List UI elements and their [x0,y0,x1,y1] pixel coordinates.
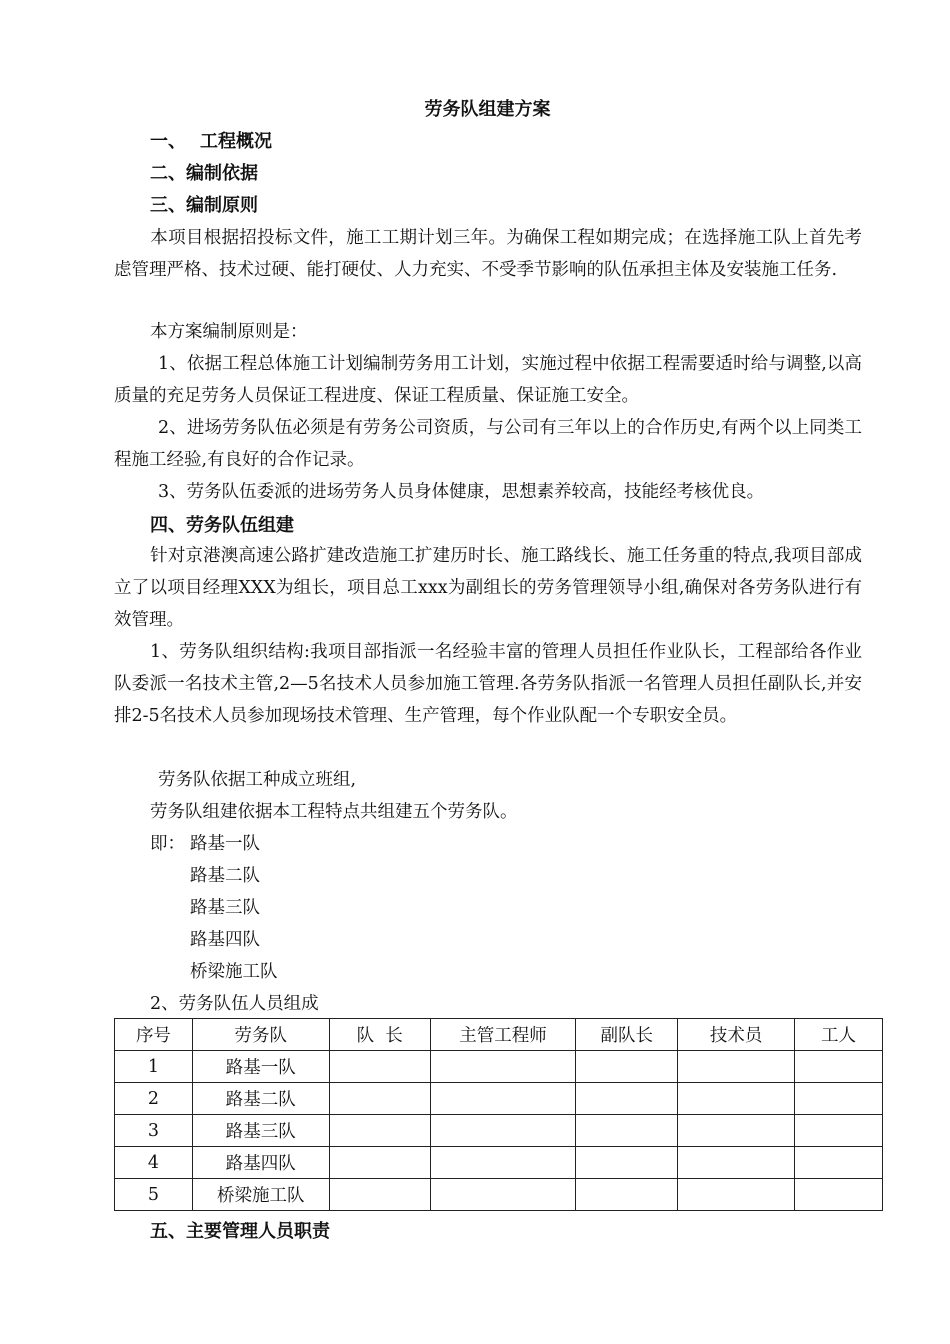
section-heading-5 [150,1218,330,1246]
table-cell [576,1083,678,1115]
paragraph-9: 劳务队组建依据本工程特点共组建五个劳务队。 [150,802,518,822]
paragraph-text: 3、劳务队伍委派的进场劳务人员身体健康，思想素养较高，技能经考核优良。 [158,482,765,502]
table-cell [795,1051,883,1083]
table-row [115,1147,883,1179]
table-cell: 4 [115,1147,193,1179]
section-number: 一、 [150,131,186,152]
table-cell: 路基二队 [192,1083,329,1115]
paragraph-8: 劳务队依据工种成立班组, [158,770,357,790]
paragraph-7 [114,636,862,732]
table-header-cell: 技术员 [678,1019,795,1051]
section-heading-4 [150,512,294,540]
table-cell [430,1179,576,1211]
table-cell [329,1051,430,1083]
section-number: 二、 [150,163,186,184]
table-cell [795,1179,883,1211]
table-cell [678,1179,795,1211]
table-cell: 3 [115,1115,193,1147]
table-cell: 1 [115,1051,193,1083]
list-prefix: 即： [150,834,185,854]
paragraph-text: 1、劳务队组织结构:我项目部指派一名经验丰富的管理人员担任作业队长，工程部给各作业队委派一名技术主管,2—5名技术人员参加施工管理.各劳务队指派一名管理人员担任副队长,并安排2-5名技术人员参加现场技术管理、生产管理，每个作业队配一个专职安全员。 [114,642,862,726]
table-cell [329,1083,430,1115]
table-cell: 2 [115,1083,193,1115]
list-item: 路基二队 [190,866,260,886]
table-cell [678,1083,795,1115]
list-item: 路基一队 [190,834,260,854]
section-number: 四、 [150,515,186,536]
table-row [115,1179,883,1211]
section-heading-2 [150,160,258,188]
principle-1 [114,348,862,412]
table-header-cell: 工人 [795,1019,883,1051]
table-cell [430,1083,576,1115]
table-row [115,1115,883,1147]
paragraph-1 [114,222,862,286]
section-heading-1 [150,128,272,156]
list-item: 路基四队 [190,930,260,950]
table-cell: 路基一队 [192,1051,329,1083]
table-cell [576,1179,678,1211]
paragraph-text: 针对京港澳高速公路扩建改造施工扩建历时长、施工路线长、施工任务重的特点,我项目部成立了以项目经理XXX为组长，项目总工xxx为副组长的劳务管理领导小组,确保对各劳务队进行有效管理。 [114,546,862,630]
section-label: 工程概况 [200,131,272,152]
table-cell: 5 [115,1179,193,1211]
table-cell [576,1147,678,1179]
table-header-cell: 劳务队 [192,1019,329,1051]
table-cell [430,1115,576,1147]
table-cell [329,1115,430,1147]
table-cell: 路基三队 [192,1115,329,1147]
table-row [115,1083,883,1115]
principle-3 [114,476,862,508]
section-label: 主要管理人员职责 [186,1221,330,1242]
section-number: 三、 [150,195,186,216]
list-item: 路基三队 [190,898,260,918]
table-header-cell: 序号 [115,1019,193,1051]
table-cell [795,1147,883,1179]
team-composition-table [114,1018,883,1211]
list-item: 桥梁施工队 [190,962,278,982]
paragraph-6 [114,540,862,636]
table-cell [430,1147,576,1179]
table-cell [678,1115,795,1147]
table-cell [576,1115,678,1147]
table-cell: 桥梁施工队 [192,1179,329,1211]
paragraph-text: 本项目根据招投标文件，施工工期计划三年。为确保工程如期完成；在选择施工队上首先考虑管理严格、技术过硬、能打硬仗、人力充实、不受季节影响的队伍承担主体及安装施工任务. [114,228,862,280]
table-header-row [115,1019,883,1051]
table-cell [795,1115,883,1147]
doc-title: 劳务队组建方案 [424,99,551,120]
table-cell [329,1147,430,1179]
section-label: 编制原则 [186,195,258,216]
table-header-cell: 队 长 [329,1019,430,1051]
paragraph-2 [114,316,862,348]
section-label: 劳务队伍组建 [186,515,294,536]
paragraph-text: 1、依据工程总体施工计划编制劳务用工计划，实施过程中依据工程需要适时给与调整,以高质量的充足劳务人员保证工程进度、保证工程质量、保证施工安全。 [114,354,862,406]
table-cell: 路基四队 [192,1147,329,1179]
table-caption: 2、劳务队伍人员组成 [150,994,319,1014]
paragraph-text: 本方案编制原则是： [150,322,308,342]
section-number: 五、 [150,1221,186,1242]
table-row [115,1051,883,1083]
principle-2 [114,412,862,476]
table-cell [576,1051,678,1083]
section-label: 编制依据 [186,163,258,184]
table-cell [678,1051,795,1083]
section-heading-3 [150,192,258,220]
table-cell [430,1051,576,1083]
table-cell [329,1179,430,1211]
table-header-cell: 主管工程师 [430,1019,576,1051]
table-cell [678,1147,795,1179]
paragraph-text: 2、进场劳务队伍必须是有劳务公司资质，与公司有三年以上的合作历史,有两个以上同类工程施工经验,有良好的合作记录。 [114,418,862,470]
table-header-cell: 副队长 [576,1019,678,1051]
table-cell [795,1083,883,1115]
